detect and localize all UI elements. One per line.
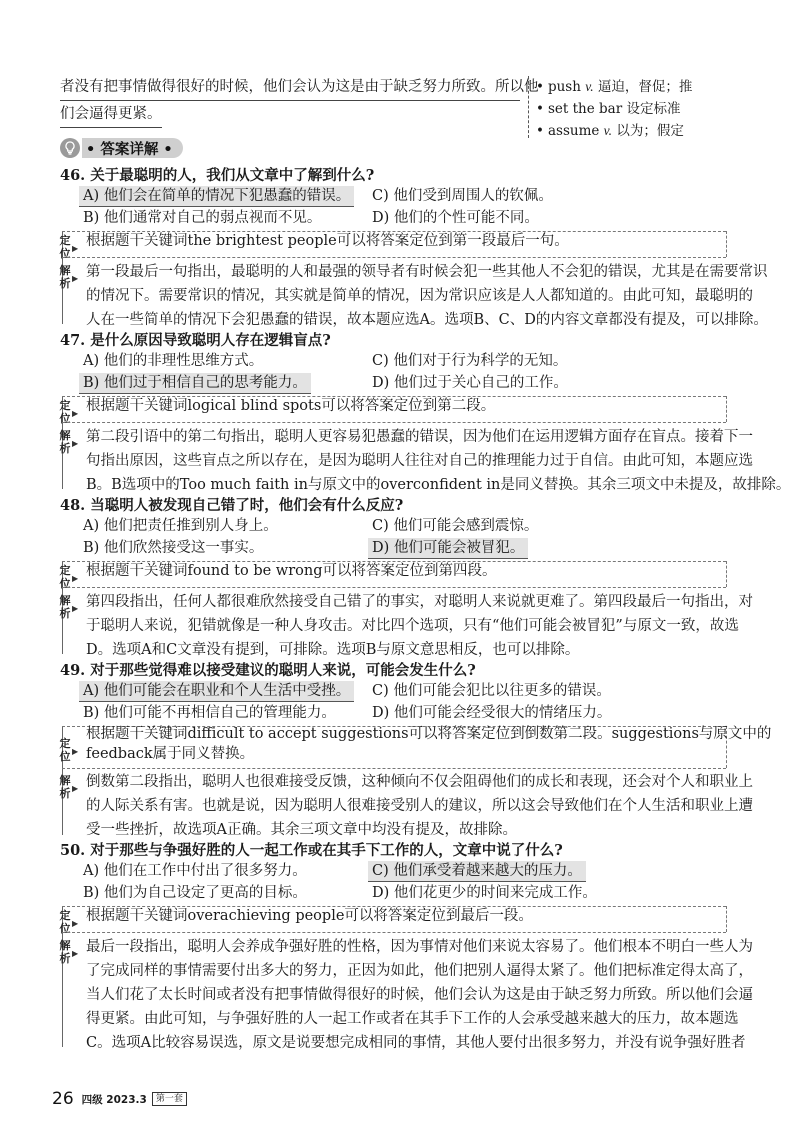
locate-text: 根据题干关键词the brightest people可以将答案定位到第一段最后一句。 xyxy=(86,233,569,249)
locate-text: 根据题干关键词difficult to accept suggestions可以将答案定位到倒数第二段。suggestions与原文中的 feedback属于同义替换。 xyxy=(86,726,772,762)
section-header xyxy=(60,137,183,159)
option-c: C) 他们对于行为科学的无知。 xyxy=(372,353,568,369)
option-c: C) 他们受到周围人的钦佩。 xyxy=(372,188,553,204)
option-a: A) 他们在工作中付出了很多努力。 xyxy=(83,863,307,879)
option-c: C) 他们承受着越来越大的压力。 xyxy=(368,861,586,882)
column-divider xyxy=(528,76,529,138)
question-stem: 49. 对于那些觉得难以接受建议的聪明人来说，可能会发生什么? xyxy=(60,662,476,679)
analysis-text: 第二段引语中的第二句指出，聪明人更容易犯愚蠢的错误，因为他们在运用逻辑方面存在盲点。接着下一 句指出原因，这些盲点之所以存在，是因为聪明人往往对自己的推理能力过于自信。由此可知，本题应选 B。B选项中的Too much faith in与原文中的overconfident in是同义替换。其余三项文中未提及，故排除。 xyxy=(86,429,791,493)
option-d: D) 他们可能会经受很大的情绪压力。 xyxy=(372,705,612,721)
option-d: D) 他们可能会被冒犯。 xyxy=(368,538,528,559)
lightbulb-icon xyxy=(60,138,80,158)
option-a: A) 他们可能会在职业和个人生活中受挫。 xyxy=(79,681,354,702)
option-b: B) 他们为自己设定了更高的目标。 xyxy=(83,885,307,901)
vocab-list xyxy=(536,76,692,142)
question-stem: 47. 是什么原因导致聪明人存在逻辑盲点? xyxy=(60,332,331,349)
intro-line: 者没有把事情做得很好的时候，他们会认为这是由于缺乏努力所致。所以他 xyxy=(60,74,520,101)
locate-label: 定 位 ▶ xyxy=(59,564,79,590)
option-d: D) 他们的个性可能不同。 xyxy=(372,210,539,226)
analysis-label: 解 析 ▶ xyxy=(59,939,79,965)
locate-text: 根据题干关键词overachieving people可以将答案定位到最后一段。 xyxy=(86,908,533,924)
option-a: A) 他们的非理性思维方式。 xyxy=(83,353,264,369)
section-title: • 答案详解 • xyxy=(82,138,183,158)
locate-text: 根据题干关键词found to be wrong可以将答案定位到第四段。 xyxy=(86,563,497,579)
intro-paragraph xyxy=(60,74,539,128)
locate-label: 定 位 ▶ xyxy=(59,909,79,935)
locate-label: 定 位 ▶ xyxy=(59,399,79,425)
option-b: B) 他们可能不再相信自己的管理能力。 xyxy=(83,705,336,721)
part-label: 第一套 xyxy=(152,1092,187,1106)
divider xyxy=(62,422,726,423)
vocab-item: • assume v. 以为；假定 xyxy=(536,120,692,142)
issue-label: 四级 2023.3 xyxy=(81,1093,147,1106)
question-stem: 50. 对于那些与争强好胜的人一起工作或在其手下工作的人，文章中说了什么? xyxy=(60,842,563,859)
option-c: C) 他们可能会感到震惊。 xyxy=(372,518,539,534)
option-a: A) 他们把责任推到别人身上。 xyxy=(83,518,278,534)
analysis-text: 第四段指出，任何人都很难欣然接受自己错了的事实，对聪明人来说就更难了。第四段最后一句指出，对 于聪明人来说，犯错就像是一种人身攻击。对比四个选项，只有“他们可能会被冒犯”与原文一致，故选 D。选项A和C文章没有提到，可排除。选项B与原文意思相反，也可以排除。 xyxy=(86,594,753,658)
option-d: D) 他们花更少的时间来完成工作。 xyxy=(372,885,597,901)
analysis-label: 解 析 ▶ xyxy=(59,594,79,620)
vocab-item: • set the bar 设定标准 xyxy=(536,98,692,120)
intro-line: 们会逼得更紧。 xyxy=(60,101,162,128)
option-c: C) 他们可能会犯比以往更多的错误。 xyxy=(372,683,611,699)
locate-text: 根据题干关键词logical blind spots可以将答案定位到第二段。 xyxy=(86,398,496,414)
divider xyxy=(726,561,727,587)
analysis-text: 第一段最后一句指出，最聪明的人和最强的领导者有时候会犯一些其他人不会犯的错误，尤其是在需要常识 的情况下。需要常识的情况，其实就是简单的情况，因为常识应该是人人都知道的。由此可知，最聪明的 人在一些简单的情况下会犯愚蠢的错误，故本题应选A。选项B、C、D的内容文章都没有提及，可以排除。 xyxy=(86,264,768,328)
divider xyxy=(726,231,727,257)
option-b: B) 他们通常对自己的弱点视而不见。 xyxy=(83,210,322,226)
option-d: D) 他们过于关心自己的工作。 xyxy=(372,375,568,391)
divider xyxy=(62,587,726,588)
analysis-label: 解 析 ▶ xyxy=(59,429,79,455)
analysis-text: 最后一段指出，聪明人会养成争强好胜的性格，因为事情对他们来说太容易了。他们根本不明白一些人为 了完成同样的事情需要付出多大的努力，正因为如此，他们把别人逼得太紧了。他们把标准定得太高了， 当人们花了太长时间或者没有把事情做得很好的时候，他们会认为这是由于缺乏努力所致。所以他们会逼 得更紧。由此可知，与争强好胜的人一起工作或者在其手下工作的人会承受越来越大的压力，故本题选 C。选项A比较容易误选，原文是说要想完成相同的事情，其他人要付出很多努力，并没有说争强好胜者 xyxy=(86,939,753,1051)
divider xyxy=(62,257,726,258)
option-b: B) 他们过于相信自己的思考能力。 xyxy=(79,373,311,394)
vocab-item: • push v. 逼迫，督促；推 xyxy=(536,76,692,98)
divider xyxy=(726,906,727,932)
question-stem: 46. 关于最聪明的人，我们从文章中了解到什么? xyxy=(60,167,375,184)
locate-label: 定 位 ▶ xyxy=(59,737,79,763)
analysis-text: 倒数第二段指出，聪明人也很难接受反馈，这种倾向不仅会阻碍他们的成长和表现，还会对个人和职业上 的人际关系有害。也就是说，因为聪明人很难接受别人的建议，所以这会导致他们在个人生活和职业上遭 受一些挫折，故选项A正确。其余三项文章中均没有提及，故排除。 xyxy=(86,774,753,838)
analysis-label: 解 析 ▶ xyxy=(59,774,79,800)
page-footer xyxy=(52,1089,187,1109)
divider xyxy=(62,932,726,933)
locate-label: 定 位 ▶ xyxy=(59,234,79,260)
divider xyxy=(62,768,726,769)
question-stem: 48. 当聪明人被发现自己错了时，他们会有什么反应? xyxy=(60,497,404,514)
analysis-label: 解 析 ▶ xyxy=(59,264,79,290)
page-number: 26 xyxy=(52,1089,74,1109)
divider xyxy=(726,396,727,422)
option-a: A) 他们会在简单的情况下犯愚蠢的错误。 xyxy=(79,186,354,207)
option-b: B) 他们欣然接受这一事实。 xyxy=(83,540,264,556)
